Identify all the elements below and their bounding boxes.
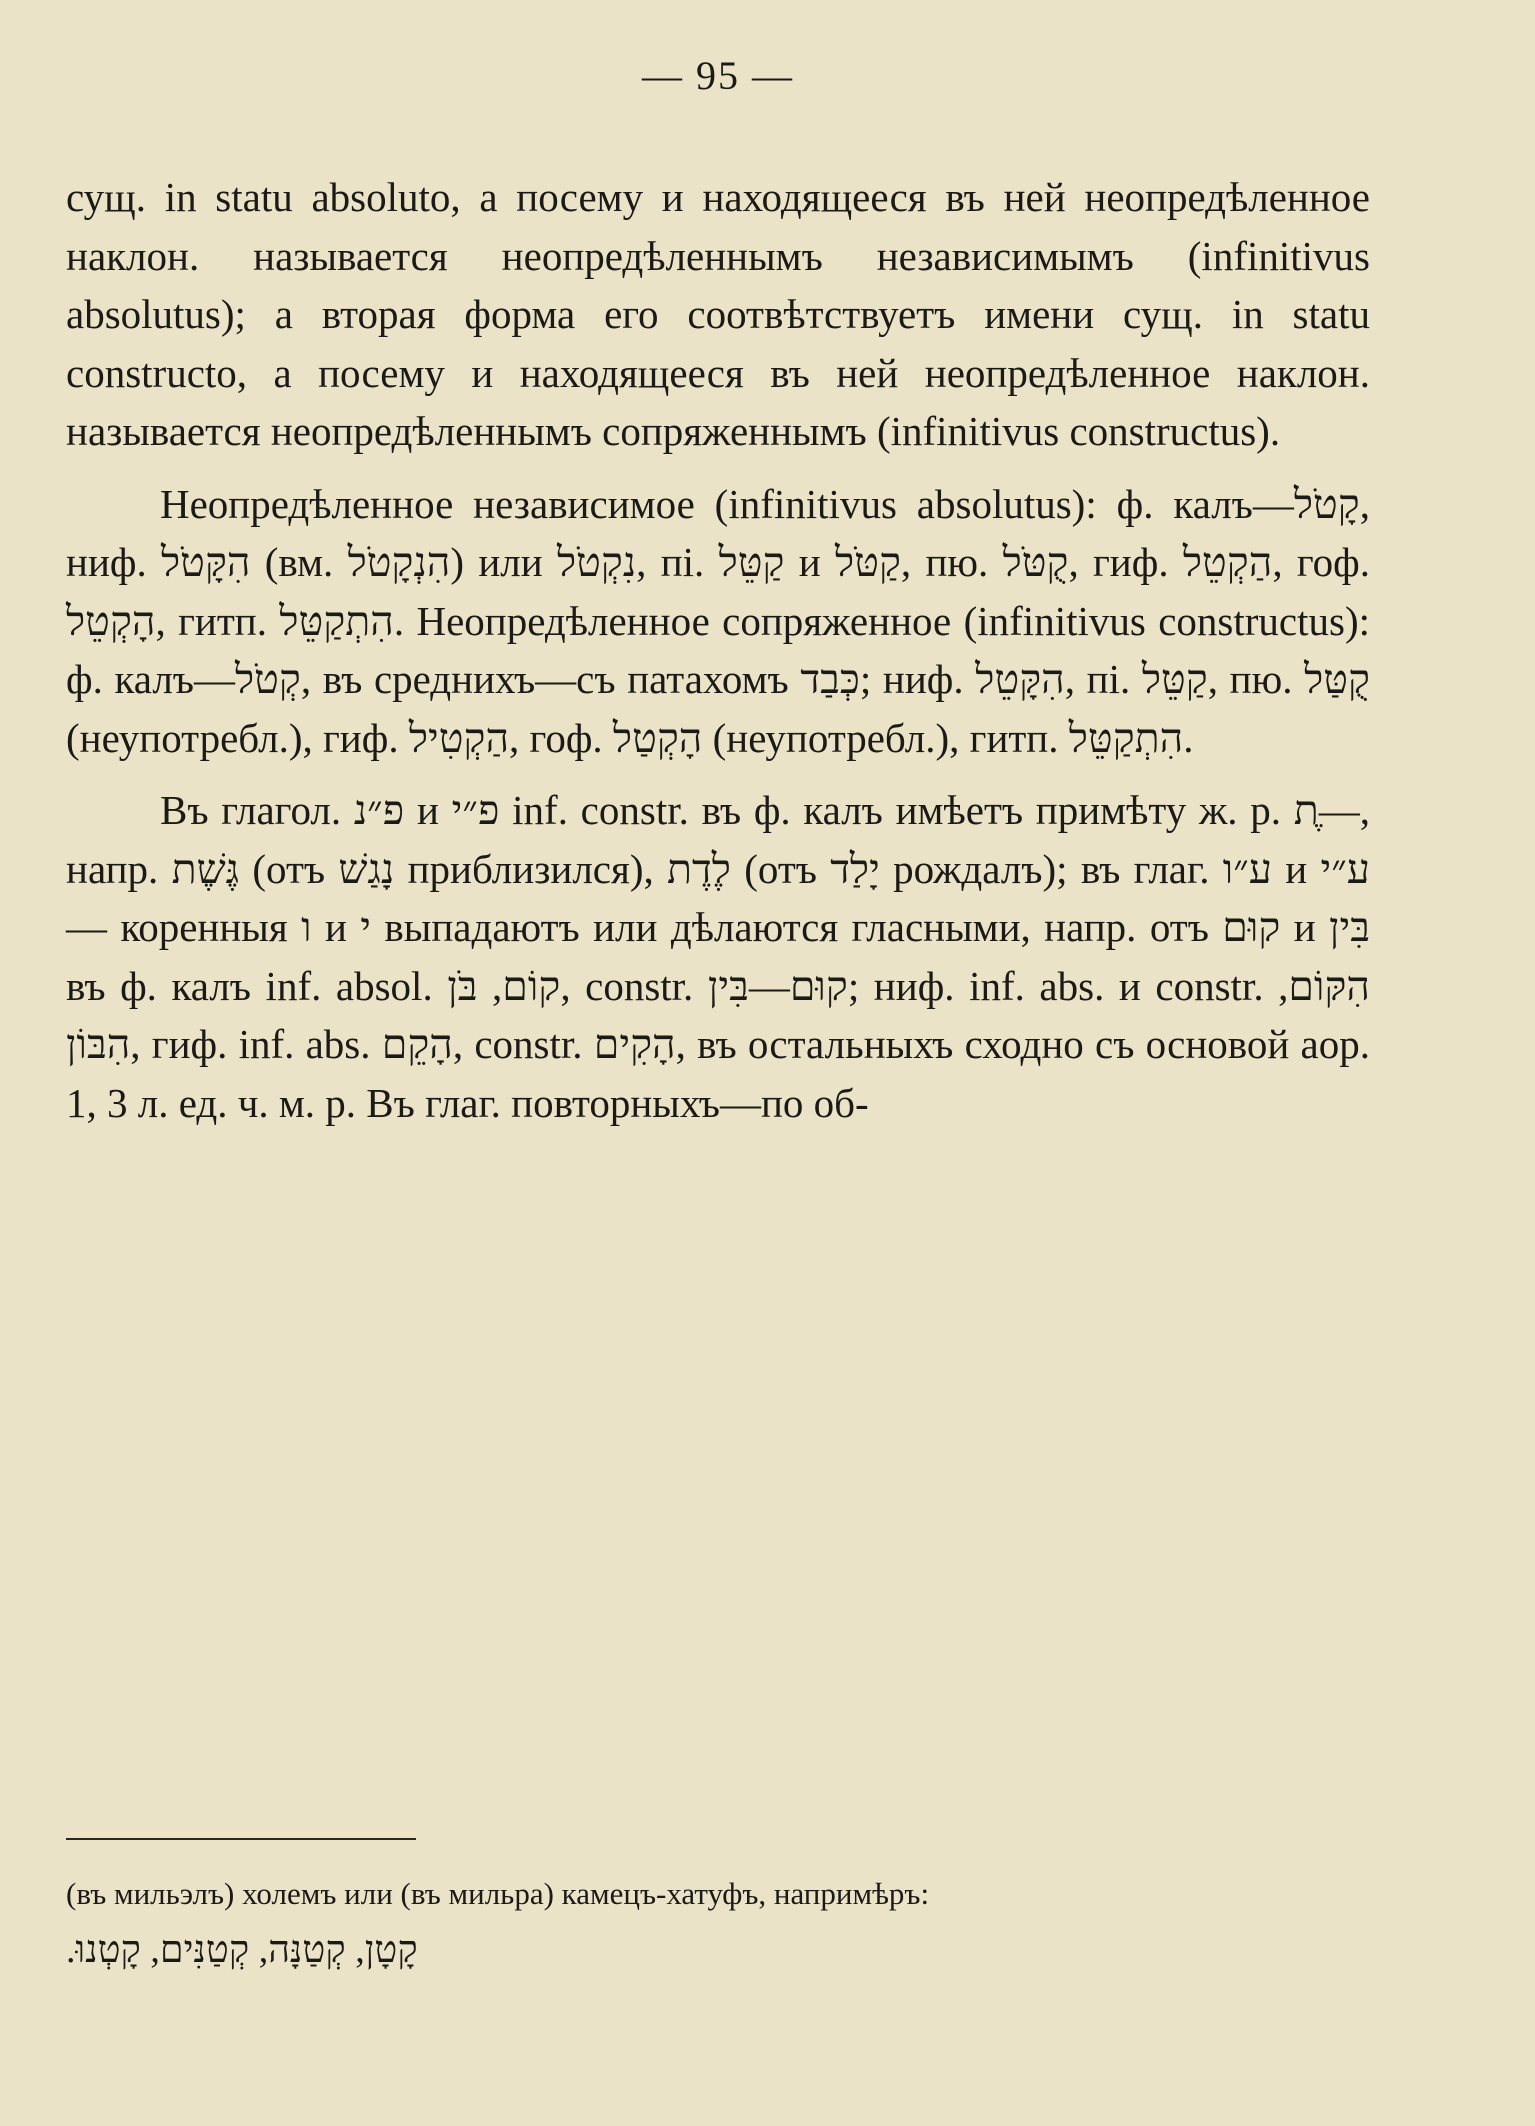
page-number: — 95 —: [642, 53, 794, 98]
body-text: [66, 168, 1370, 1132]
paragraph-infinitive-forms: Неопредѣленное независимое (infinitivus absolutus): ф. калъ—קָטֹל, ниф. הִקָּטֹל (вм. הִנְקָטֹל) или נִקְטֹל, пі. קַטֵּל и קַטֹּל, пю. קֻטֹּל, гиф. הַקְטֵל, гоф. הָקְטֵל, гитп. הִתְקַטֵּל. Неопредѣленное сопряженное (infinitivus constructus): ф. калъ—קְטֹל, въ среднихъ—съ патахомъ כְּבַד; ниф. הִקָּטֵל, пі. קַטֵּל, пю. קֻטַּל (неупотребл.), гиф. הַקְטִיל, гоф. הָקְטַל (неупотребл.), гитп. הִתְקַטֵּל.: [66, 480, 1370, 761]
book-page: [66, 0, 1370, 2126]
paragraph-infinitive-definition: сущ. in statu absoluto, а посему и находящееся въ ней неопредѣленное наклон. называется неопредѣленнымъ независимымъ (infinitivus absolutus); а вторая форма его соотвѣтствуетъ имени сущ. in statu constructo, а посему и находящееся въ ней неопредѣленное наклон. называется неопредѣленнымъ сопряженнымъ (infinitivus constructus).: [66, 174, 1370, 454]
footnote: [66, 1866, 1370, 1980]
footnote-divider: [66, 1838, 416, 1840]
paragraph-weak-verbs: Въ глагол. פ״נ и פ״י inf. constr. въ ф. калъ имѣетъ примѣту ж. р. ת—ֶ, напр. גֶּשֶׁת (отъ נָגַשׁ приблизился), לֶדֶת (отъ יָלַד рождалъ); въ глаг. ע״ו и ע״י — коренныя ו и י выпадаютъ или дѣлаются гласными, напр. отъ קוּם и בִּין въ ф. калъ inf. absol. קוֹם, בֹּן, constr. קוּם—בִּין; ниф. inf. abs. и constr. הִקּוֹם, הִבּוֹן, гиф. inf. abs. הָקֵם, constr. הָקִים, въ остальныхъ сходно съ основой аор. 1, 3 л. ед. ч. м. р. Въ глаг. повторныхъ—по об-: [66, 787, 1371, 1126]
footnote-text: (въ мильэлъ) холемъ или (въ мильра) камецъ-хатуфъ, напримѣръ:: [66, 1876, 930, 1911]
footnote-hebrew-examples: קָטָן, קְטַנָּה, קְטַנִּים, קָטְנוּ.: [66, 1929, 418, 1971]
